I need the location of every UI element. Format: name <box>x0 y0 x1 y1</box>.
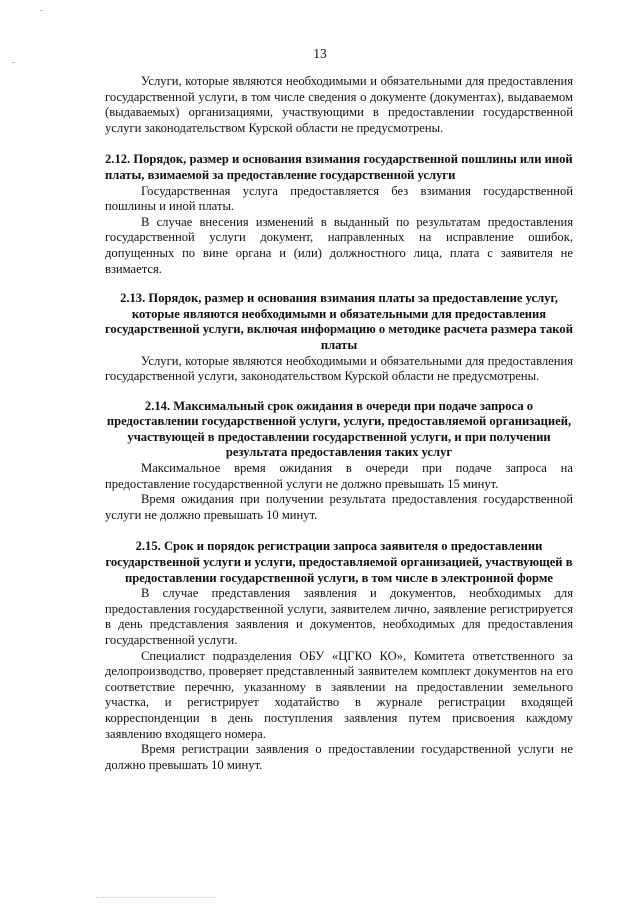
paragraph: Специалист подразделения ОБУ «ЦГКО КО», Комитета ответственного за делопроизводство, проверяет представленный заявителем комплект документов на его соответствие перечню, указанному в заявлении на предоставлении земельного участка, и регистрирует ходатайство в журнале регистрации входящей корреспонденции в день поступления заявления путем присвоения каждому заявлению входящего номера. <box>105 648 573 741</box>
document-body <box>105 74 573 773</box>
spacer <box>105 385 573 399</box>
paragraph: Максимальное время ожидания в очереди при подаче запроса на предоставление государственной услуги не должно превышать 15 минут. <box>105 461 573 491</box>
page-number: 13 <box>313 46 327 61</box>
scan-mark <box>12 62 15 63</box>
section-heading: 2.14. Максимальный срок ожидания в очереди при подаче запроса о предоставлении государственной услуги, услуги, предоставляемой организацией, участвующей в предоставлении государственной услуги, и при получении результата предоставления таких услуг <box>106 398 572 460</box>
section-heading: 2.15. Срок и порядок регистрации запроса заявителя о предоставлении государственной услуги и услуги, предоставляемой организацией, участвующей в предоставлении государственной услуги, в том числе в электронной форме <box>105 539 573 585</box>
spacer <box>105 523 573 539</box>
paragraph: В случае представления заявления и документов, необходимых для предоставления государственной услуги, заявителем лично, заявление регистрируется в день представления заявления и документов, необходимых для предоставления государственной услуги. <box>105 586 573 647</box>
spacer <box>105 136 573 152</box>
section-heading: 2.13. Порядок, размер и основания взимания платы за предоставление услуг, которые являются необходимыми и обязательными для предоставления государственной услуги, включая информацию о методике расчета размера такой платы <box>105 291 573 352</box>
scan-footer-noise <box>96 897 216 899</box>
spacer <box>105 277 573 291</box>
paragraph: Услуги, которые являются необходимыми и обязательными для предоставления государственной услуги, законодательством Курской области не предусмотрены. <box>105 353 573 384</box>
paragraph: Время ожидания при получении результата предоставления государственной услуги не должно превышать 10 минут. <box>105 492 573 522</box>
section-heading: 2.12. Порядок, размер и основания взимания государственной пошлины или иной платы, взимаемой за предоставление государственной услуги <box>105 152 573 182</box>
paragraph: В случае внесения изменений в выданный по результатам предоставления государственной услуги документ, направленных на исправление ошибок, допущенных по вине органа и (или) должностного лица, плата с заявителя не взимается. <box>105 214 573 276</box>
paragraph: Время регистрации заявления о предоставлении государственной услуги не должно превышать 10 минут. <box>105 742 573 772</box>
paragraph: Услуги, которые являются необходимыми и обязательными для предоставления государственной услуги, в том числе сведения о документе (документах), выдаваемом (выдаваемых) организациями, участвующими в предоставлении государственной услуги законодательством Курской области не предусмотрены. <box>105 74 573 135</box>
scan-mark <box>40 10 43 11</box>
paragraph: Государственная услуга предоставляется без взимания государственной пошлины и иной платы. <box>105 183 573 214</box>
